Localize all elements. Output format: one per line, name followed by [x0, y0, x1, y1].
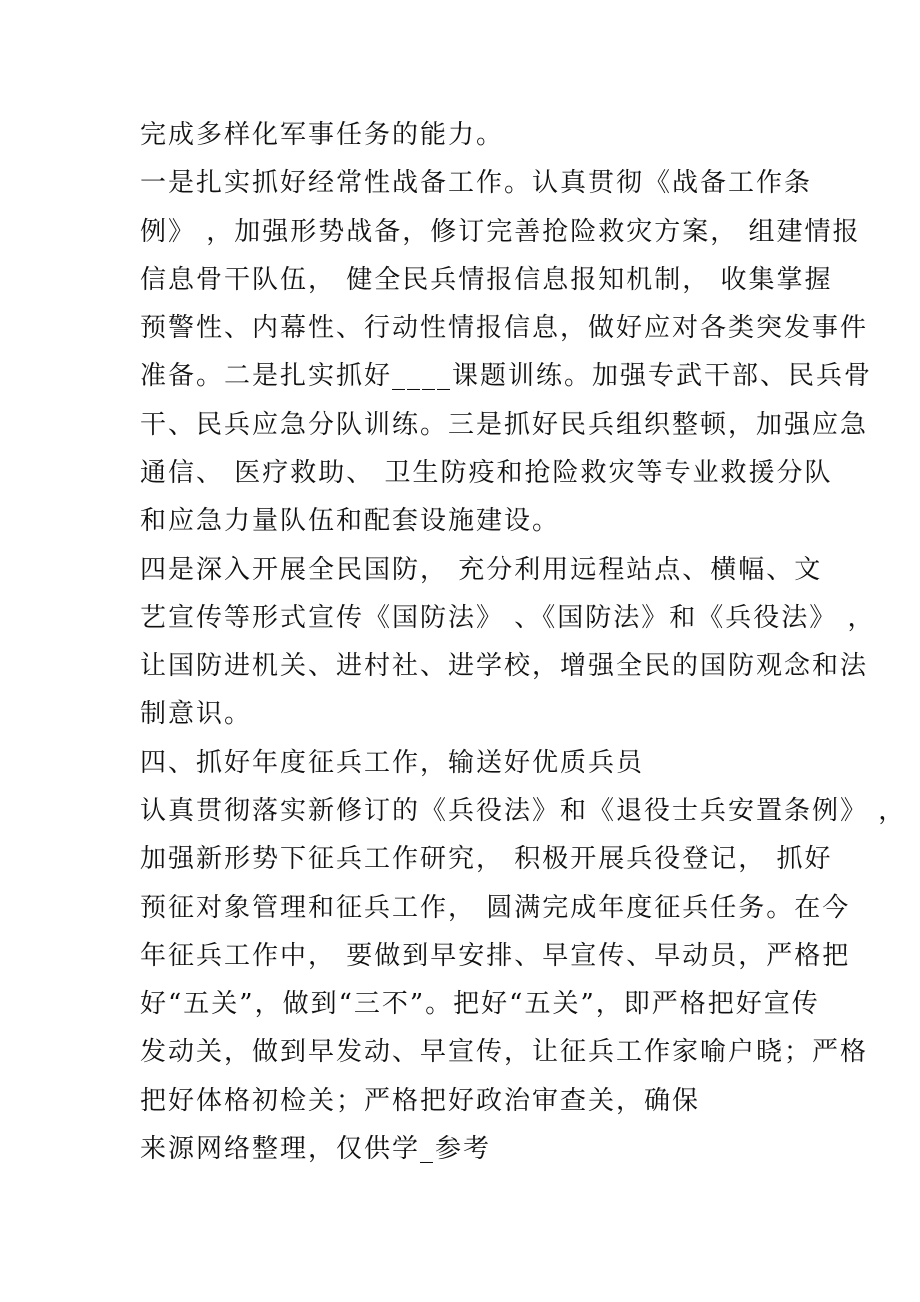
text-line: 完成多样化军事任务的能力。	[140, 120, 505, 150]
text-line: 加强新形势下征兵工作研究， 积极开展兵役登记， 抓好	[140, 844, 833, 874]
text-line: 例》 ，加强形势战备，修订完善抢险救灾方案， 组建情报	[140, 217, 861, 247]
text-line: 让国防进机关、进村社、进学校，增强全民的国防观念和法	[140, 651, 869, 681]
footer-note: 来源网络整理，仅供学_参考	[140, 1134, 492, 1164]
text-line: 把好体格初检关；严格把好政治审查关，确保	[140, 1086, 701, 1116]
text-line: 年征兵工作中， 要做到早安排、早宣传、早动员，严格把	[140, 941, 851, 971]
text-line: 四是深入开展全民国防， 充分利用远程站点、横幅、文	[140, 555, 823, 585]
text-line: 预警性、内幕性、行动性情报信息，做好应对各类突发事件	[140, 313, 869, 343]
text-line: 信息骨干队伍， 健全民兵情报信息报知机制， 收集掌握	[140, 265, 833, 295]
text-line: 制意识。	[140, 699, 253, 729]
text-line: 和应急力量队伍和配套设施建设。	[140, 506, 561, 536]
text-line: 发动关，做到早发动、早宣传，让征兵工作家喻户晓；严格	[140, 1037, 869, 1067]
text-line: 预征对象管理和征兵工作， 圆满完成年度征兵任务。在今	[140, 893, 851, 923]
text-line: 准备。二是扎实抓好____课题训练。加强专武干部、民兵骨	[140, 361, 873, 391]
text-line: 好“五关”，做到“三不”。把好“五关”，即严格把好宣传	[140, 989, 820, 1019]
text-line: 通信、 医疗救助、 卫生防疫和抢险救灾等专业救援分队	[140, 458, 833, 488]
text-line: 干、民兵应急分队训练。三是抓好民兵组织整顿，加强应急	[140, 410, 869, 440]
text-line: 认真贯彻落实新修订的《兵役法》和《退役士兵安置条例》 ，	[140, 796, 907, 826]
text-line: 艺宣传等形式宣传《国防法》 、《国防法》和《兵役法》 ，	[140, 603, 876, 633]
section-heading: 四、抓好年度征兵工作，输送好优质兵员	[140, 748, 645, 778]
text-line: 一是扎实抓好经常性战备工作。认真贯彻《战备工作条	[140, 168, 813, 198]
